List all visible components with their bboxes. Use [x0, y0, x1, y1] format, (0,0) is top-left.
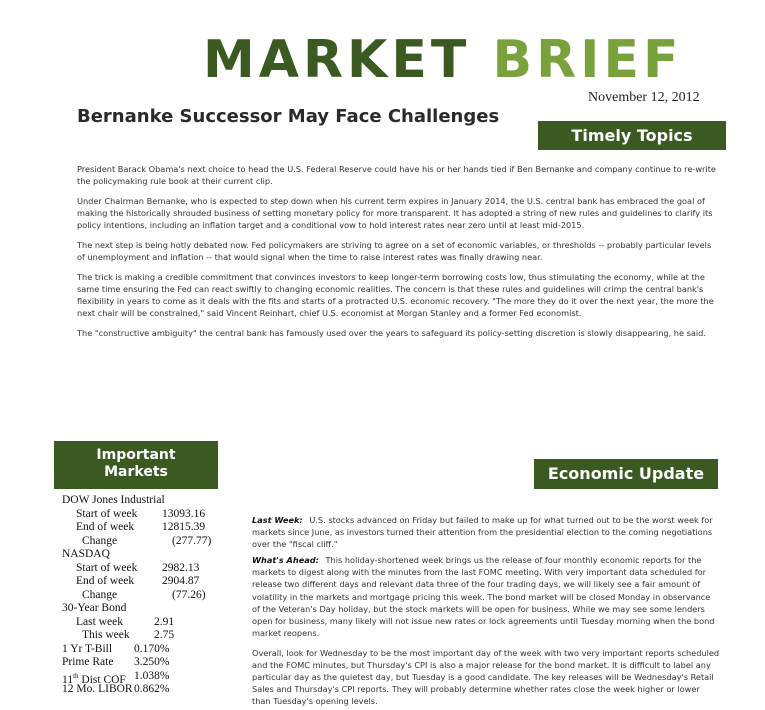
dow-end-value: 12815.39	[162, 521, 206, 533]
cof-value: 1.038%	[134, 669, 170, 682]
important-markets-banner	[54, 441, 218, 489]
last-week-paragraph	[252, 514, 720, 550]
market-row-dow-end	[62, 521, 232, 535]
market-row-nasdaq-change	[62, 589, 232, 603]
article-paragraph: Under Chairman Bernanke, who is expected to step down when his current term expires in January 2014, the U.S. central bank has embraced the goal of making the historically shrouded business of setting monetary policy for more transparent. It has adopted a string of new rules and guidelines to clarify its policy intentions, including an inflation target and a conditional vow to hold interest rates near zero until at least mid-2015.	[77, 196, 713, 230]
dow-change-label: Change	[82, 534, 118, 547]
last-week-label: Last Week:	[252, 515, 303, 525]
market-row-nasdaq-start	[62, 562, 232, 576]
cof-label-text: Dist COF	[78, 673, 126, 686]
market-row-nasdaq-end	[62, 575, 232, 589]
article-paragraph: The "constructive ambiguity" the central bank has famously used over the years to safeguard its policy-setting discretion is slowly disappearing, he said.	[77, 328, 706, 338]
prime-value: 3.250%	[134, 656, 170, 668]
market-row-bond	[62, 602, 232, 616]
nasdaq-change-label: Change	[82, 588, 118, 601]
tbill-value: 0.170%	[134, 642, 170, 655]
whats-ahead-paragraph	[252, 554, 720, 639]
bond-this-value: 2.75	[154, 629, 175, 641]
dow-start-value: 13093.16	[162, 507, 206, 520]
nasdaq-label: NASDAQ	[62, 548, 110, 560]
cof-label-number: 11	[62, 673, 74, 686]
whats-ahead-text: This holiday-shortened week brings us the release of four monthly economic reports for the markets to digest along with the minutes from the last FOMC meeting. With very important data scheduled for release two different days and relevant data three of the four trading days, we will likely see a fair amount of volatility in the markets and mortgage pricing this week. The bond market will be closed Monday in observance of the Veteran's Day holiday, but the stock markets will be open for business. While we may see some lenders open for business, many likely will not issue new rates or lock agreements until Tuesday morning when the bond market reopens.	[252, 555, 715, 638]
dow-label: DOW Jones Industrial	[62, 494, 165, 506]
bond-this-label: This week	[82, 629, 130, 641]
market-row-cof	[62, 670, 232, 684]
whats-ahead-label: What's Ahead:	[252, 555, 319, 566]
economic-update-banner: Economic Update	[534, 459, 718, 489]
article-paragraph: The trick is making a credible commitment that convinces investors to keep longer-term borrowing costs low, thus stimulating the economy, while at the same time ensuring the Fed can react swiftly to changing economic realities. The concern is that these rules and guidelines will crimp the central bank's flexibility in years to come as it deals with the fits and starts of a protracted U.S. economic recovery. "The more they do it over the next year, the more the next chair will be constrained," said Vincent Reinhart, chief U.S. economist at Morgan Stanley and a former Fed economist.	[77, 272, 714, 318]
market-row-tbill	[62, 643, 232, 657]
dow-end-label: End of week	[76, 521, 135, 533]
dow-start-label: Start of week	[76, 507, 138, 520]
nasdaq-change-value: (77.26)	[172, 588, 206, 601]
masthead-market: MARKET	[203, 30, 471, 90]
last-week-text: U.S. stocks advanced on Friday but failed to make up for what turned out to be the worst week for markets since June, as investors turned their attention from the presidential election to the coming negotiations over the "fiscal cliff."	[252, 515, 713, 550]
nasdaq-end-label: End of week	[76, 575, 135, 587]
masthead	[203, 32, 683, 88]
bond-last-value: 2.91	[154, 615, 175, 628]
important-markets-title-line2: Markets	[104, 464, 168, 480]
cof-label-ordinal: th	[73, 671, 79, 680]
market-row-dow-change	[62, 535, 232, 549]
nasdaq-end-value: 2904.87	[162, 575, 200, 587]
timely-topics-banner: Timely Topics	[538, 121, 726, 150]
market-row-bond-this	[62, 629, 232, 643]
prime-label: Prime Rate	[62, 656, 114, 668]
important-markets-table	[62, 494, 232, 697]
market-row-prime	[62, 656, 232, 670]
economic-update-body	[252, 514, 720, 710]
bond-label: 30-Year Bond	[62, 602, 127, 614]
nasdaq-start-value: 2982.13	[162, 561, 200, 574]
article-paragraph: President Barack Obama's next choice to head the U.S. Federal Reserve could have his or her hands tied if Ben Bernanke and company continue to re-write the policymaking rule book at their current clip.	[77, 164, 716, 186]
market-row-nasdaq	[62, 548, 232, 562]
issue-date: November 12, 2012	[588, 90, 700, 105]
article-body	[77, 163, 717, 347]
nasdaq-start-label: Start of week	[76, 561, 138, 574]
masthead-brief: BRIEF	[492, 30, 683, 90]
article-paragraph: The next step is being hotly debated now. Fed policymakers are striving to agree on a set of economic variables, or thresholds -- probably particular levels of unemployment and inflation -- that would signal when the time to raise interest rates was finally drawing near.	[77, 240, 712, 262]
bond-last-label: Last week	[76, 615, 123, 628]
dow-change-value: (277.77)	[172, 534, 212, 547]
libor-value: 0.862%	[134, 683, 170, 695]
market-row-bond-last	[62, 616, 232, 630]
article-headline: Bernanke Successor May Face Challenges	[77, 106, 500, 127]
market-row-dow	[62, 494, 232, 508]
market-row-libor	[62, 683, 232, 697]
libor-label: 12 Mo. LIBOR	[62, 683, 133, 695]
important-markets-title-line1: Important	[96, 447, 176, 463]
overall-paragraph: Overall, look for Wednesday to be the most important day of the week with two very important reports scheduled and the FOMC minutes, but Thursday's CPI is also a major release for the bond market. It is difficult to label any particular day as the quietest day, but Tuesday is a good candidate. The key releases will be Wednesday's Retail Sales and Thursday's CPI reports. They will probably determine whether rates close the week higher or lower than Tuesday's opening levels.	[252, 647, 720, 707]
market-row-dow-start	[62, 508, 232, 522]
tbill-label: 1 Yr T-Bill	[62, 642, 113, 655]
